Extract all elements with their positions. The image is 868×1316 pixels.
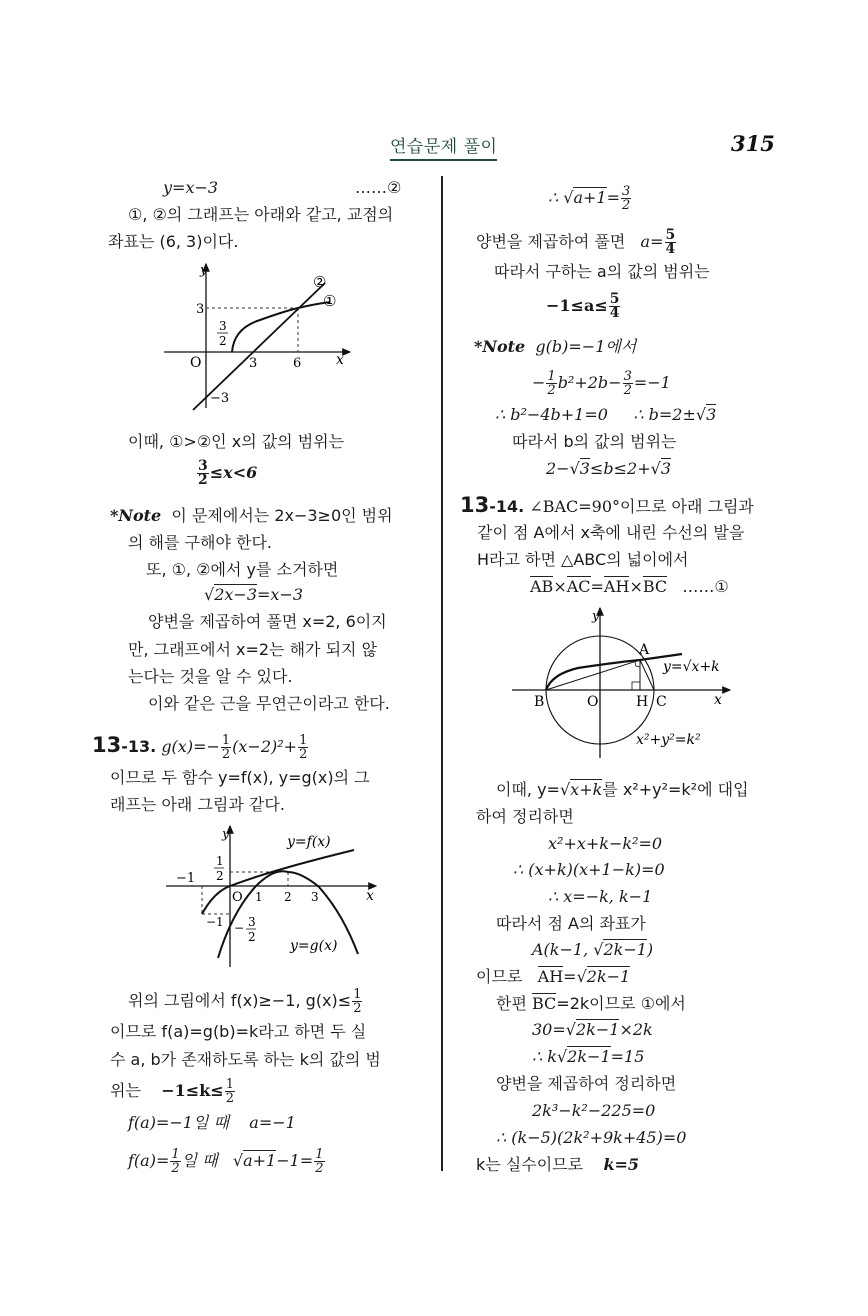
paragraph-line: 같이 점 A에서 x축에 내린 수선의 발을 <box>477 523 745 542</box>
equation: ∴ (k−5)(2k²+9k+45)=0 <box>496 1128 687 1147</box>
curve-label-2: ② <box>313 273 327 291</box>
paragraph-line: 한편 BC=2k이므로 ①에서 <box>496 994 686 1013</box>
tick-label: 2 <box>219 334 227 348</box>
svg-text:C: C <box>656 694 667 710</box>
paragraph-line: 이므로 AH=√2k−1 <box>476 967 631 986</box>
answer-range: −1≤a≤ $\frac{5}{4}$ <box>546 291 620 321</box>
paragraph-line: 따라서 점 A의 좌표가 <box>496 914 646 933</box>
paragraph-line: 또, ①, ②에서 y를 소거하면 <box>146 560 339 579</box>
tick-label: 3 <box>249 356 258 371</box>
svg-text:y=g(x): y=g(x) <box>290 938 338 954</box>
svg-text:A: A <box>639 642 650 658</box>
paragraph-line: 위는 −1≤k≤ $\frac{1}{2}$ <box>110 1077 234 1106</box>
curve-label-1: ① <box>323 292 337 310</box>
paragraph-line: 는다는 것을 알 수 있다. <box>128 667 293 686</box>
equation: ∴ √a+1= $\frac{3}{2}$ <box>548 184 631 213</box>
section-title: 연습문제 풀이 <box>390 132 497 161</box>
origin-label: O <box>190 355 202 371</box>
equation: f(a)=−1일 때 a=−1 <box>128 1113 296 1132</box>
paragraph-line: 양변을 제곱하여 풀면 x=2, 6이지 <box>148 612 387 631</box>
equation-2: y=x−3 <box>163 178 219 197</box>
tick-label: 6 <box>293 356 302 371</box>
equation: − $\frac{1}{2}$ b²+2b− $\frac{3}{2}$ =−1 <box>532 369 671 398</box>
svg-text:B: B <box>534 694 545 710</box>
equation: √2x−3=x−3 <box>204 585 304 604</box>
paragraph-line: H라고 하면 △ABC의 넓이에서 <box>477 550 689 569</box>
equation: ∴ k√2k−1=15 <box>532 1047 645 1066</box>
equation-1: AB×AC=AH×BC ……① <box>530 577 729 596</box>
equation: 2k³−k²−225=0 <box>532 1101 656 1120</box>
equation: x²+x+k−k²=0 <box>548 834 663 853</box>
note: *Note g(b)=−1에서 <box>474 337 637 356</box>
graph-f-and-g <box>162 822 382 970</box>
svg-text:H: H <box>636 694 649 710</box>
svg-text:3: 3 <box>248 915 256 929</box>
paragraph-line: 래프는 아래 그림과 같다. <box>110 795 285 814</box>
paragraph-line: 의 해를 구해야 한다. <box>128 533 272 552</box>
paragraph-line: ①, ②의 그래프는 아래와 같고, 교점의 <box>128 205 394 224</box>
paragraph-line: 따라서 b의 값의 범위는 <box>512 432 677 451</box>
tick-label: −3 <box>210 391 230 406</box>
svg-text:x²+y²=k²: x²+y²=k² <box>636 732 701 748</box>
svg-text:−: − <box>234 921 245 935</box>
tick-label: 3 <box>219 319 227 333</box>
x-axis-label: x <box>336 352 344 368</box>
svg-text:2: 2 <box>216 869 224 883</box>
paragraph-line: 만, 그래프에서 x=2는 해가 되지 않 <box>128 640 378 659</box>
svg-text:2: 2 <box>248 930 256 944</box>
svg-text:y: y <box>222 827 230 842</box>
paragraph-line: 이와 같은 근을 무연근이라고 한다. <box>148 694 390 713</box>
column-divider <box>441 176 443 1171</box>
paragraph-line: 이때, y=√x+k를 x²+y²=k²에 대입 <box>496 780 749 799</box>
paragraph-line: 이때, ①>②인 x의 값의 범위는 <box>128 432 345 451</box>
svg-text:y=√x+k: y=√x+k <box>663 659 720 675</box>
paragraph-line: 위의 그림에서 f(x)≥−1, g(x)≤ $\frac{1}{2}$ <box>128 987 362 1016</box>
equation: f(a)= $\frac{1}{2}$ 일 때 √a+1−1= $\frac{1}{2}$ <box>128 1147 324 1176</box>
equation: ∴ x=−k, k−1 <box>548 887 653 906</box>
svg-text:3: 3 <box>311 890 319 904</box>
page-number: 315 <box>731 131 775 156</box>
tick-label: 3 <box>196 302 205 317</box>
equation-tag: ……② <box>355 178 402 197</box>
note-label: *Note <box>474 337 526 356</box>
graph-sqrt-vs-line <box>160 258 360 418</box>
svg-text:O: O <box>587 694 599 710</box>
graph-circle-sqrt <box>508 604 748 760</box>
paragraph-line: 양변을 제곱하여 정리하면 <box>496 1074 677 1093</box>
svg-text:O: O <box>232 890 243 905</box>
svg-text:x: x <box>714 692 722 708</box>
note: *Note 이 문제에서는 2x−3≥0인 범위 <box>110 506 393 525</box>
paragraph-line: 하여 정리하면 <box>476 807 574 826</box>
equation: 30=√2k−1×2k <box>532 1020 653 1039</box>
paragraph-line: 이므로 f(a)=g(b)=k라고 하면 두 실 <box>110 1022 367 1041</box>
paragraph-line: 이므로 두 함수 y=f(x), y=g(x)의 그 <box>110 768 370 787</box>
answer-range: $\frac{3}{2}$ ≤x<6 <box>198 458 258 488</box>
paragraph-line: 수 a, b가 존재하도록 하는 k의 값의 범 <box>110 1050 381 1069</box>
svg-text:y: y <box>592 609 600 624</box>
equation: A(k−1, √2k−1) <box>532 940 654 959</box>
equation: ∴ (x+k)(x+1−k)=0 <box>513 860 665 879</box>
problem-13-14-heading: 13-14. ∠BAC=90°이므로 아래 그림과 <box>460 493 754 517</box>
svg-text:1: 1 <box>255 890 263 904</box>
note-label: *Note <box>110 506 162 525</box>
svg-text:1: 1 <box>216 854 224 868</box>
equation: ∴ b²−4b+1=0 ∴ b=2±√3 <box>495 405 717 424</box>
svg-text:y=f(x): y=f(x) <box>287 834 331 850</box>
svg-text:2: 2 <box>284 890 292 904</box>
final-answer: k는 실수이므로 k=5 <box>476 1155 640 1174</box>
paragraph-line: 좌표는 (6, 3)이다. <box>108 232 239 251</box>
problem-13-13-heading: 13-13. g(x)=− $\frac{1}{2}$ (x−2)²+ $\frac{1}{2}$ <box>92 733 308 762</box>
y-axis-label: y <box>200 263 208 278</box>
svg-text:x: x <box>366 888 374 904</box>
paragraph-line: 양변을 제곱하여 풀면 a= $\frac{5}{4}$ <box>476 227 676 257</box>
svg-text:−1: −1 <box>176 871 196 886</box>
equation: 2−√3≤b≤2+√3 <box>546 459 672 478</box>
paragraph-line: 따라서 구하는 a의 값의 범위는 <box>494 262 710 281</box>
svg-text:−1: −1 <box>206 915 224 929</box>
